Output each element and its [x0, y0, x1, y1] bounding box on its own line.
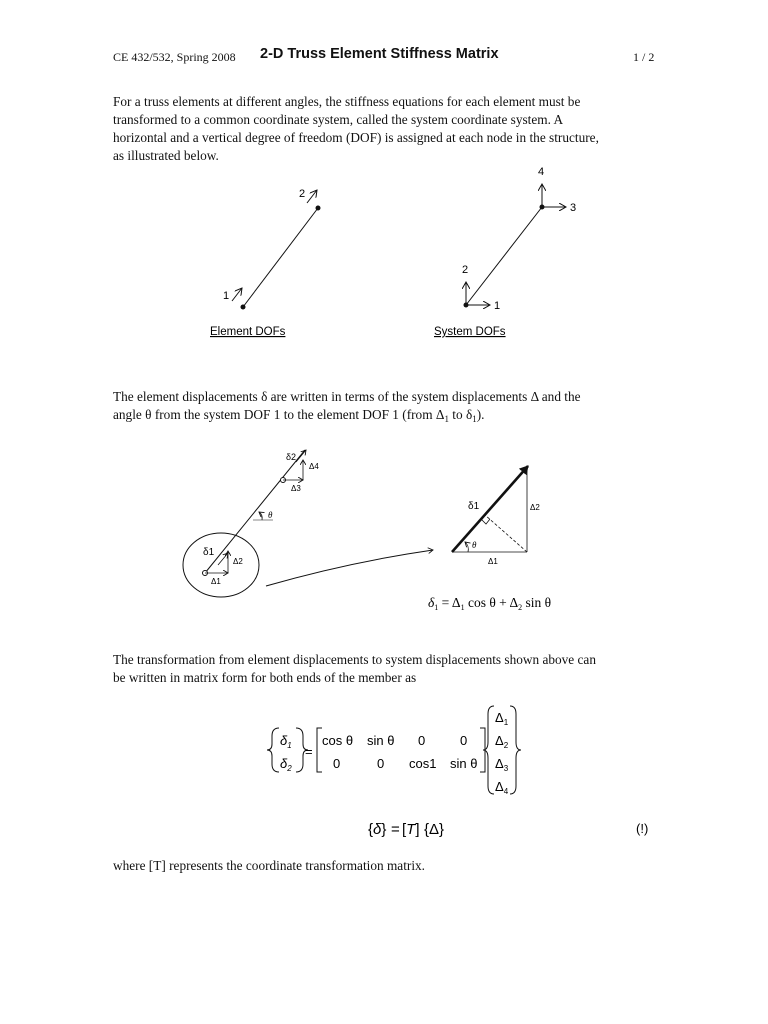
- truss-member: [243, 208, 318, 307]
- matrix-cell: 0: [377, 756, 385, 771]
- element-dofs-caption: Element DOFs: [210, 326, 286, 338]
- equals-sign: =: [305, 744, 313, 759]
- closing-line: where [T] represents the coordinate transformation matrix.: [113, 858, 425, 873]
- para2-line1: [113, 388, 673, 406]
- eq-D1: Δ: [451, 595, 461, 610]
- intro-line: as illustrated below.: [113, 148, 219, 163]
- delta1-label: δ1: [203, 547, 215, 558]
- text-run: are written in terms of the system displacements: [267, 389, 531, 404]
- eq-sub: 2: [518, 603, 523, 612]
- rhs-left-brace: [483, 706, 494, 794]
- angle-arc: [465, 542, 468, 552]
- transformation-figure: [0, 440, 768, 620]
- matrix-cell: sin θ: [367, 733, 395, 748]
- para3-line: be written in matrix form for both ends of the member as: [113, 670, 417, 685]
- D2-label: Δ2: [530, 503, 540, 512]
- big-delta-symbol: Δ: [435, 407, 445, 422]
- compact-T: [T]: [402, 821, 420, 838]
- page-number: 1 / 2: [633, 50, 655, 64]
- D1-label: Δ1: [211, 577, 221, 586]
- subscript: 1: [472, 414, 477, 424]
- element-dof1-label: 1: [223, 290, 230, 302]
- rhs-D2: $\Delta_2$: [495, 733, 509, 750]
- system-dof-diagram: [462, 166, 576, 312]
- eq-sub: 1: [434, 603, 439, 612]
- projection-equation: [428, 595, 551, 612]
- subscript: 1: [444, 414, 449, 424]
- D4-label: Δ4: [309, 462, 319, 471]
- matrix-cell: 0: [333, 756, 341, 771]
- D1-label: Δ1: [488, 557, 498, 566]
- lhs-delta1: $\delta_1$: [280, 733, 292, 750]
- para3-line: The transformation from element displacements to system displacements shown above can: [113, 652, 596, 667]
- projection-line-a: [485, 515, 527, 552]
- theta-label: θ: [472, 540, 477, 550]
- matrix-cell: 0: [418, 733, 426, 748]
- system-dof3-label: 3: [570, 202, 577, 214]
- eq-delta: δ: [428, 595, 435, 610]
- eq-sub: 1: [460, 603, 465, 612]
- theta-symbol: θ: [145, 407, 152, 422]
- angle-arc: [259, 512, 262, 520]
- text-run: The element displacements: [113, 389, 262, 404]
- eq-D2: Δ: [509, 595, 519, 610]
- D3-label: Δ3: [291, 484, 301, 493]
- system-dofs-caption: System DOFs: [434, 326, 506, 338]
- element-dof2-arrow: [307, 190, 317, 203]
- eq-cos: cos θ +: [464, 595, 510, 610]
- compact-equals: =: [391, 821, 400, 838]
- node-start: [241, 305, 246, 310]
- eq-equals: =: [438, 595, 452, 610]
- zoom-circle: [183, 533, 259, 597]
- element-dof1-arrow: [232, 288, 242, 301]
- matrix-cell: cos θ: [322, 733, 354, 748]
- member-detail-diagram: [183, 450, 319, 597]
- closing-paragraph: [113, 857, 673, 875]
- big-delta-symbol: Δ: [530, 389, 539, 404]
- zoom-pointer-arrow: [266, 550, 433, 586]
- dof-figure: [0, 160, 768, 350]
- intro-paragraph: [113, 93, 673, 165]
- intro-line: For a truss elements at different angles, the stiffness equations for each element must be: [113, 94, 581, 109]
- theta-label: θ: [268, 510, 273, 520]
- element-dof-diagram: [223, 188, 321, 310]
- text-run: and the: [538, 389, 581, 404]
- course-label: CE 432/532, Spring 2008: [113, 50, 236, 64]
- delta2-label: δ2: [286, 452, 297, 462]
- system-dof2-label: 2: [462, 264, 469, 276]
- text-run: angle: [113, 407, 146, 422]
- equation-tag: (!): [636, 821, 649, 836]
- rhs-D3: $\Delta_3$: [495, 756, 509, 773]
- text-run: ).: [476, 407, 485, 422]
- rhs-D1: $\Delta_1$: [495, 710, 509, 727]
- text-run: from the system DOF 1 to the element DOF 1 (from: [151, 407, 436, 422]
- text-run: to: [448, 407, 466, 422]
- lhs-left-brace: [267, 728, 279, 772]
- para2-line2: [113, 406, 673, 428]
- node-end: [316, 206, 321, 211]
- system-dof4-label: 4: [538, 166, 545, 178]
- system-dof1-label: 1: [494, 300, 501, 312]
- transformation-intro-paragraph: [113, 388, 673, 428]
- matrix-cell: cos1: [409, 756, 437, 771]
- intro-line: transformed to a common coordinate system, called the system coordinate system. A: [113, 112, 564, 127]
- rhs-D4: $\Delta_4$: [495, 779, 509, 796]
- delta1-label: δ1: [468, 501, 480, 512]
- truss-member: [466, 207, 542, 305]
- element-dof2-arrow: [296, 450, 306, 462]
- compact-equation: [0, 812, 768, 844]
- page-title: 2-D Truss Element Stiffness Matrix: [260, 46, 499, 62]
- delta-symbol: δ: [465, 407, 473, 422]
- D2-label: Δ2: [233, 557, 243, 566]
- delta-symbol: δ: [261, 389, 268, 404]
- projection-diagram: [452, 466, 540, 566]
- right-angle-mark: [481, 519, 490, 524]
- matrix-equation: [0, 700, 768, 800]
- lhs-delta2: $\delta_2$: [280, 756, 292, 773]
- compact-lhs: {δ}: [368, 821, 387, 838]
- element-dof2-label: 2: [299, 188, 306, 200]
- rhs-right-brace: [510, 706, 521, 794]
- compact-rhs: {Δ}: [424, 821, 445, 838]
- eq-sin: sin θ: [522, 595, 552, 610]
- truss-member: [205, 450, 305, 573]
- matrix-intro-paragraph: [113, 651, 673, 687]
- intro-line: horizontal and a vertical degree of freedom (DOF) is assigned at each node in the structure,: [113, 130, 599, 145]
- matrix-cell: 0: [460, 733, 468, 748]
- matrix-cell: sin θ: [450, 756, 478, 771]
